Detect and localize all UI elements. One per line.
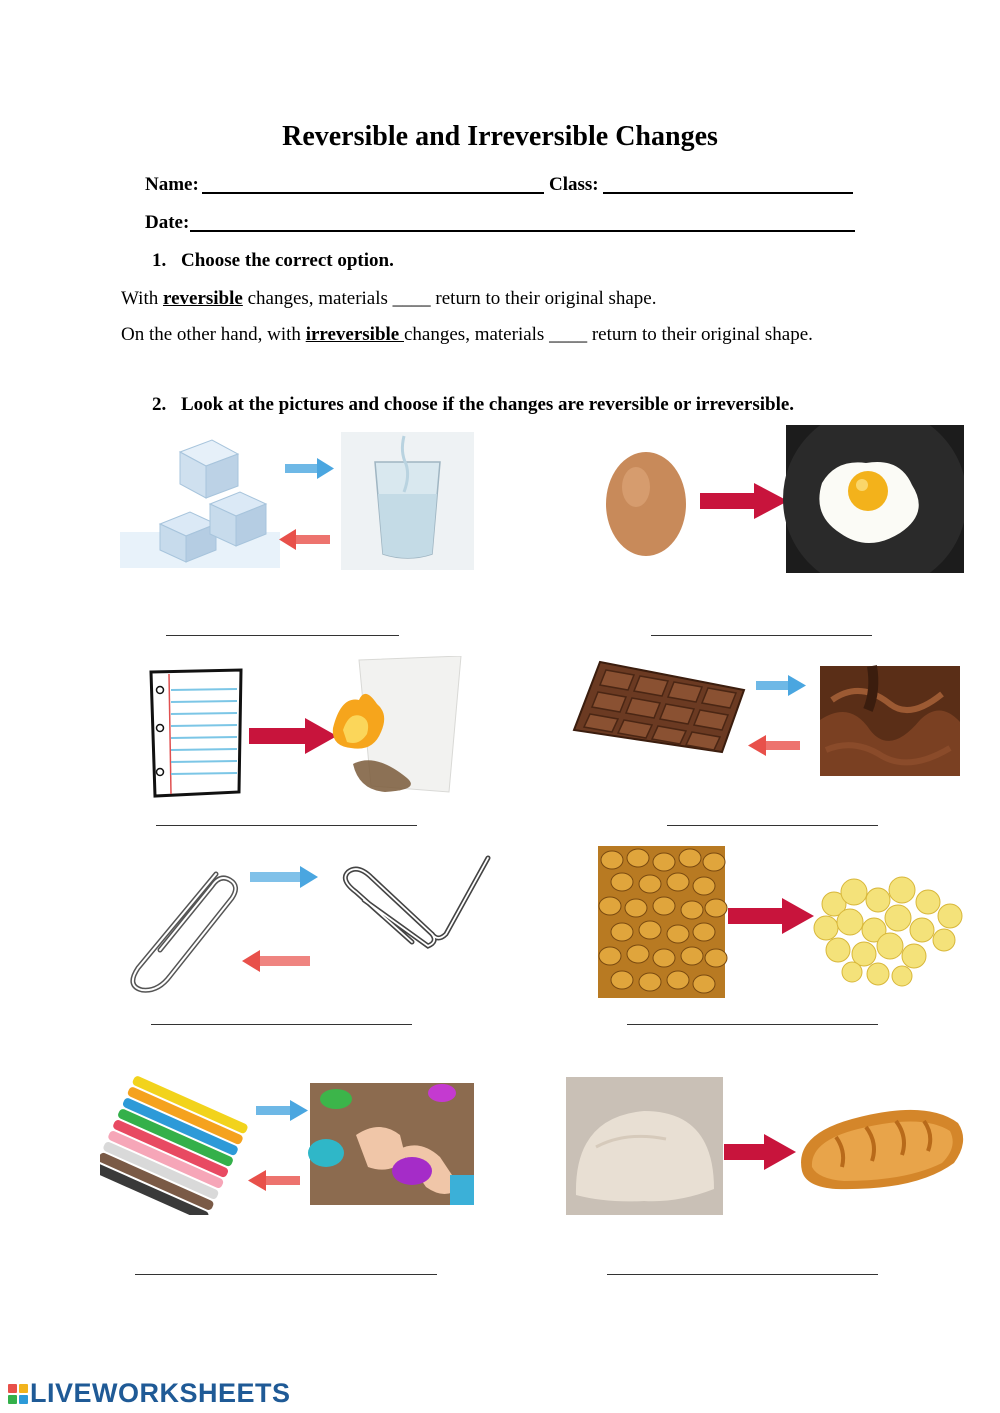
corn-kernels-icon (598, 846, 727, 998)
paperclip-icon (133, 874, 236, 990)
water-glass-icon (341, 432, 474, 570)
paperclip-illustration (120, 850, 495, 995)
dough-to-bread-illustration (566, 1077, 968, 1217)
answer-line-5[interactable] (151, 1021, 412, 1025)
question-2-prompt: Look at the pictures and choose if the changes are reversible or irreversible. (181, 394, 795, 415)
item-paper-burning (145, 656, 475, 806)
molding-hands-icon (308, 1083, 474, 1205)
fried-egg-pan-icon (783, 425, 964, 573)
raw-egg-icon (606, 452, 686, 556)
backward-arrow-icon (748, 735, 800, 756)
question-1-sentence-1: With reversible changes, materials ____ return to their original shape. (121, 288, 657, 309)
answer-line-8[interactable] (607, 1271, 878, 1275)
corn-to-popcorn-illustration (598, 846, 968, 998)
answer-line-1[interactable] (166, 632, 399, 636)
class-field[interactable] (603, 176, 853, 194)
question-1-sentence-2: On the other hand, with irreversible changes, materials ____ return to their original shape. (121, 324, 813, 345)
date-field[interactable] (190, 214, 855, 232)
logo-icon (8, 1384, 28, 1404)
chocolate-bar-icon (574, 662, 744, 752)
forward-arrow-icon (256, 1100, 308, 1121)
forward-arrow-icon (756, 675, 806, 696)
chocolate-illustration (570, 660, 962, 780)
answer-line-6[interactable] (627, 1021, 878, 1025)
plasticine-sticks-icon (100, 1075, 249, 1215)
egg-to-fried-egg-illustration (600, 425, 964, 573)
question-1-number: 1. (152, 250, 167, 271)
liveworksheets-logo (8, 1378, 291, 1409)
keyword-irreversible: irreversible (305, 324, 404, 345)
ice-to-water-illustration (120, 432, 480, 572)
question-2-number: 2. (152, 394, 167, 415)
name-field[interactable] (202, 176, 544, 194)
keyword-reversible: reversible (162, 288, 243, 309)
brand-name: LIVEWORKSHEETS (30, 1378, 291, 1408)
plasticine-illustration (100, 1075, 475, 1215)
forward-arrow-icon (249, 718, 337, 754)
question-1-prompt: Choose the correct option. (181, 250, 394, 271)
bread-loaf-icon (801, 1110, 963, 1189)
melted-chocolate-icon (820, 666, 960, 776)
worksheet-title: Reversible and Irreversible Changes (282, 121, 718, 152)
ice-cubes-icon (120, 440, 280, 568)
answer-line-7[interactable] (135, 1271, 437, 1275)
paperclip-icon-inner (133, 874, 236, 990)
forward-arrow-icon (724, 1134, 796, 1170)
backward-arrow-icon (279, 529, 330, 550)
date-label: Date: (145, 212, 190, 233)
item-chocolate-melting (570, 660, 962, 780)
forward-arrow-icon (728, 898, 814, 934)
answer-line-2[interactable] (651, 632, 872, 636)
notebook-paper-icon (151, 670, 241, 796)
dough-ball-icon (566, 1077, 723, 1215)
popcorn-icon (814, 877, 962, 986)
forward-arrow-icon (285, 458, 334, 479)
paper-to-burnt-paper-illustration (145, 656, 475, 806)
name-label: Name: (145, 174, 199, 195)
item-egg-frying (600, 425, 964, 573)
item-corn-popping (598, 846, 968, 998)
item-plasticine-molding (100, 1075, 475, 1215)
answer-line-3[interactable] (156, 822, 417, 826)
backward-arrow-icon (248, 1170, 300, 1191)
item-dough-baking (566, 1077, 968, 1217)
answer-line-4[interactable] (667, 822, 878, 826)
burning-paper-icon (333, 656, 461, 792)
forward-arrow-icon (700, 483, 788, 519)
backward-arrow-icon (242, 950, 310, 972)
class-label: Class: (549, 174, 599, 195)
item-paperclip-bending (120, 850, 495, 995)
forward-arrow-icon (250, 866, 318, 888)
item-ice-melting (120, 432, 480, 572)
